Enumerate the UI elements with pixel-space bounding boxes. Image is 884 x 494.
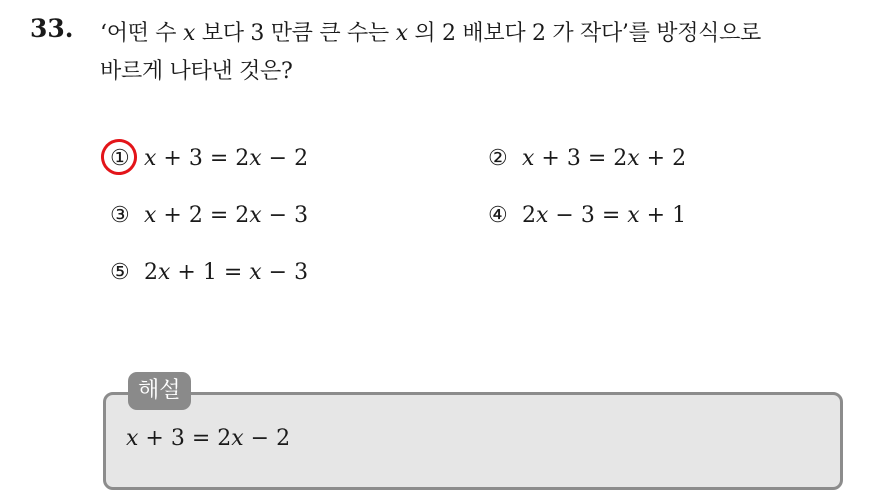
explanation-text: x + 3 = 2x − 2	[126, 426, 291, 451]
choice-expression: x + 2 = 2x − 3	[144, 203, 309, 228]
answer-mark-circle	[98, 136, 141, 179]
choice-5[interactable]	[110, 260, 308, 285]
question-number: 33.	[30, 14, 74, 43]
choice-expression: 2x + 1 = x − 3	[144, 260, 309, 285]
question-text-part: ‘어떤 수	[100, 21, 183, 46]
choice-number: ③	[110, 203, 130, 228]
question-text-line-1	[100, 16, 761, 47]
choice-number: ④	[488, 203, 508, 228]
question-text-line-2: 바르게 나타낸 것은?	[100, 59, 293, 84]
question-text-part: 의 2 배보다 2 가 작다’를 방정식으로	[407, 21, 762, 46]
choice-1[interactable]	[110, 146, 308, 171]
variable-x: x	[395, 21, 408, 46]
choice-number: ②	[488, 146, 508, 171]
explanation-tag: 해설	[128, 372, 191, 410]
choice-4[interactable]	[488, 203, 686, 228]
choice-number: ①	[110, 146, 130, 171]
choice-expression: x + 3 = 2x + 2	[522, 146, 687, 171]
variable-x: x	[182, 21, 196, 46]
choice-3[interactable]	[110, 203, 308, 228]
choice-expression: 2x − 3 = x + 1	[522, 203, 687, 228]
choice-expression: x + 3 = 2x − 2	[144, 146, 309, 171]
choice-number: ⑤	[110, 260, 130, 285]
choice-2[interactable]	[488, 146, 686, 171]
question-text-part: 보다 3 만큼 큰 수는	[195, 21, 396, 46]
